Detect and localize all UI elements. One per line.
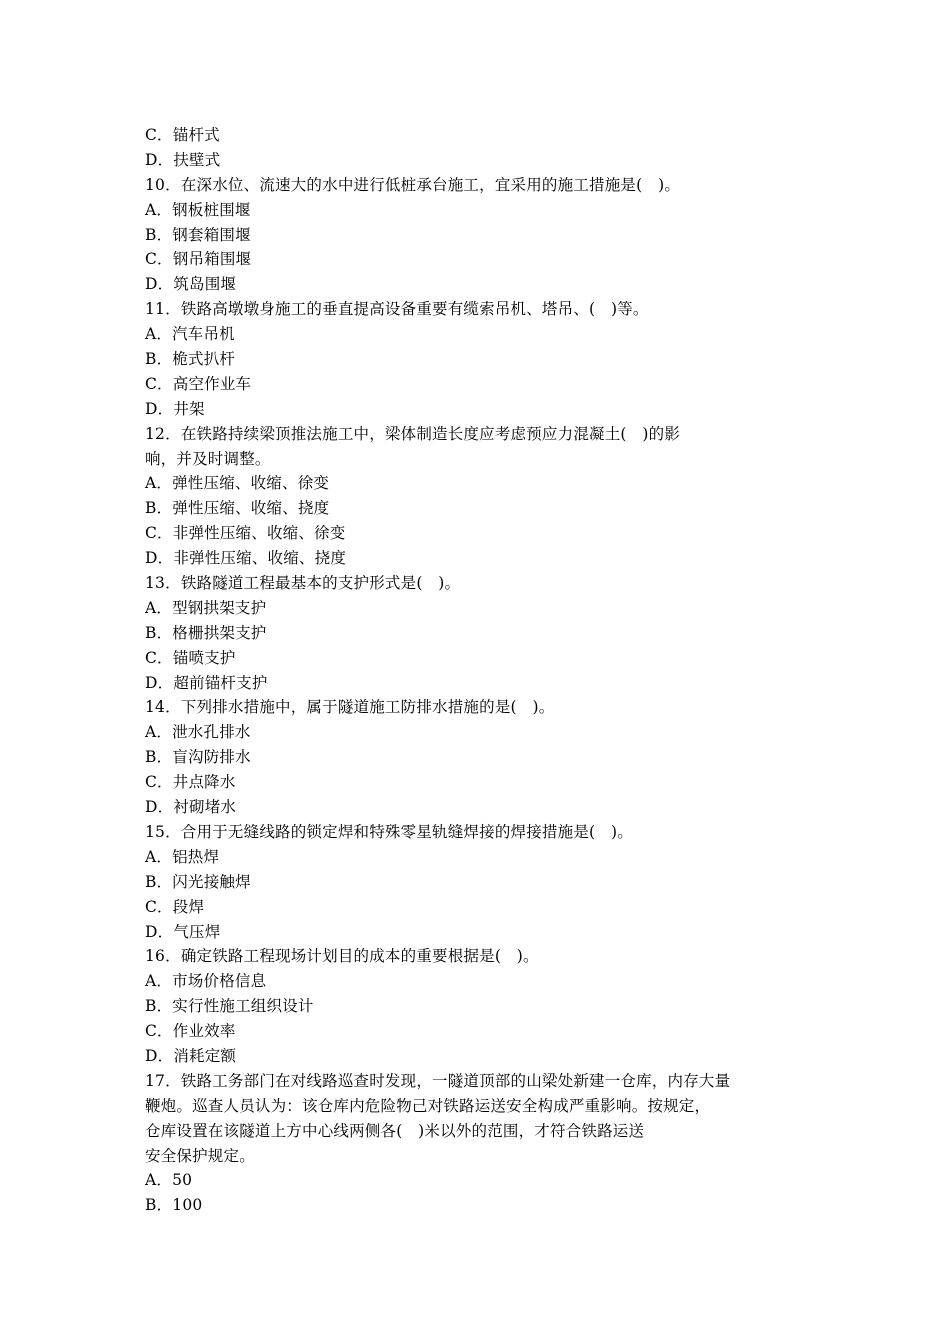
question-line: 12．在铁路持续梁顶推法施工中，梁体制造长度应考虑预应力混凝土( )的影 [145, 424, 681, 443]
option-line: C．高空作业车 [145, 374, 252, 393]
question-line: 11．铁路高墩墩身施工的垂直提高设备重要有缆索吊机、塔吊、( )等。 [145, 300, 649, 319]
question-line: 17．铁路工务部门在对线路巡查时发现，一隧道顶部的山梁处新建一仓库，内存大量 [145, 1071, 731, 1090]
question-line: 16．确定铁路工程现场计划目的成本的重要根据是( )。 [145, 947, 539, 966]
option-line: A．钢板桩围堰 [145, 200, 251, 219]
option-line: C．段焊 [145, 897, 205, 916]
question-line: 鞭炮。巡查人员认为：该仓库内危险物己对铁路运送安全构成严重影响。按规定， [145, 1096, 711, 1115]
question-line: 13．铁路隧道工程最基本的支护形式是( )。 [145, 574, 461, 593]
option-line: A．泄水孔排水 [145, 723, 251, 742]
question-line: 仓库设置在该隧道上方中心线两侧各( )米以外的范围，才符合铁路运送 [145, 1121, 645, 1140]
option-line: C．非弹性压缩、收缩、徐变 [145, 524, 346, 543]
option-line: C．井点降水 [145, 773, 236, 792]
question-line: 安全保护规定。 [145, 1146, 255, 1165]
option-line: C．锚杆式 [145, 126, 220, 144]
option-line: B．钢套箱围堰 [145, 225, 251, 244]
option-line: B．弹性压缩、收缩、挠度 [145, 499, 330, 518]
option-line: D．非弹性压缩、收缩、挠度 [145, 549, 347, 568]
option-line: A．弹性压缩、收缩、徐变 [145, 474, 330, 493]
option-line: C．钢吊箱围堰 [145, 250, 252, 269]
option-line: C．锚喷支护 [145, 648, 236, 667]
question-line: 15．合用于无缝线路的锁定焊和特殊零星轨缝焊接的焊接措施是( )。 [145, 822, 633, 841]
question-line: 10．在深水位、流速大的水中进行低桩承台施工，宜采用的施工措施是( )。 [145, 175, 681, 194]
option-line: B．格栅拱架支护 [145, 623, 267, 642]
option-line: C．作业效率 [145, 1022, 236, 1041]
option-line: A．50 [145, 1171, 193, 1190]
option-line: A．型钢拱架支护 [145, 598, 267, 617]
option-line: D．衬砌堵水 [145, 798, 237, 817]
document-page [145, 123, 785, 1218]
option-line: D．超前锚杆支护 [145, 673, 268, 692]
option-line: B．盲沟防排水 [145, 748, 251, 767]
question-line: 响，并及时调整。 [145, 449, 271, 468]
option-line: D．气压焊 [145, 922, 221, 941]
option-line: D．消耗定额 [145, 1046, 237, 1065]
option-line: D．筑岛围堰 [145, 275, 237, 294]
option-line: B．桅式扒杆 [145, 350, 236, 369]
option-line: A．市场价格信息 [145, 972, 267, 991]
option-line: B．实行性施工组织设计 [145, 997, 314, 1016]
question-line: 14．下列排水措施中，属于隧道施工防排水措施的是( )。 [145, 698, 555, 717]
option-line: D．扶壁式 [145, 150, 221, 169]
option-line: D．井架 [145, 399, 205, 418]
option-line: B．100 [145, 1196, 203, 1215]
option-line: A．汽车吊机 [145, 325, 235, 344]
option-line: B．闪光接触焊 [145, 872, 251, 891]
option-line: A．铝热焊 [145, 847, 220, 866]
